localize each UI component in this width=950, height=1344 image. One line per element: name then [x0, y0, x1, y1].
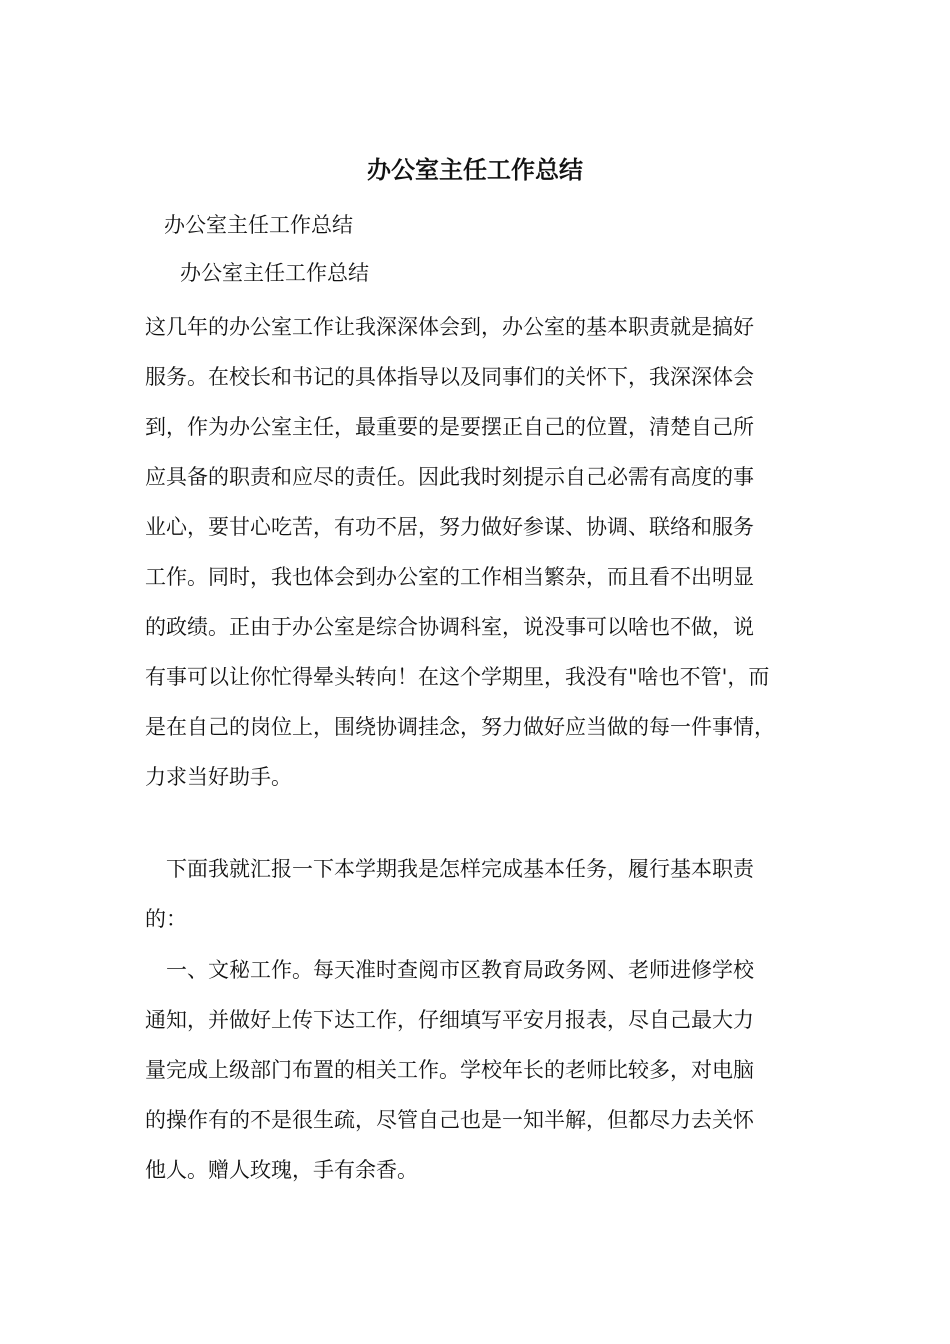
document-title: 办公室主任工作总结: [367, 155, 583, 184]
paragraph-line: 到，作为办公室主任，最重要的是要摆正自己的位置，清楚自己所: [145, 415, 754, 439]
paragraph-line: 一、文秘工作。每天准时查阅市区教育局政务网、老师进修学校: [145, 958, 754, 982]
paragraph-line: 的操作有的不是很生疏，尽管自己也是一知半解，但都尽力去关怀: [145, 1108, 754, 1132]
paragraph-line: 力求当好助手。: [145, 765, 292, 789]
paragraph-line: 业心，要甘心吃苦，有功不居，努力做好参谋、协调、联络和服务: [145, 515, 754, 539]
paragraph-line: 是在自己的岗位上，围绕协调挂念，努力做好应当做的每一件事情，: [145, 715, 775, 739]
paragraph-line: 工作。同时，我也体会到办公室的工作相当繁杂，而且看不出明显: [145, 565, 754, 589]
paragraph-line: 这几年的办公室工作让我深深体会到，办公室的基本职责就是搞好: [145, 315, 754, 339]
paragraph-line: 他人。赠人玫瑰，手有余香。: [145, 1158, 418, 1182]
paragraph-line: 的政绩。正由于办公室是综合协调科室，说没事可以啥也不做，说: [145, 615, 754, 639]
paragraph-line: 服务。在校长和书记的具体指导以及同事们的关怀下，我深深体会: [145, 365, 754, 389]
paragraph-line: 量完成上级部门布置的相关工作。学校年长的老师比较多，对电脑: [145, 1058, 754, 1082]
paragraph-line: 下面我就汇报一下本学期我是怎样完成基本任务，履行基本职责: [145, 857, 754, 881]
paragraph-line: 应具备的职责和应尽的责任。因此我时刻提示自己必需有高度的事: [145, 465, 754, 489]
paragraph-1: [145, 312, 815, 812]
paragraph-2: [145, 854, 815, 954]
paragraph-3: [145, 955, 815, 1205]
paragraph-line: 通知，并做好上传下达工作，仔细填写平安月报表，尽自己最大力: [145, 1008, 754, 1032]
document-subtitle-1: 办公室主任工作总结: [164, 213, 353, 237]
paragraph-line: 的：: [145, 907, 187, 931]
document-subtitle-2: 办公室主任工作总结: [180, 261, 369, 285]
paragraph-line: 有事可以让你忙得晕头转向！在这个学期里，我没有"啥也不管'，而: [145, 665, 770, 689]
